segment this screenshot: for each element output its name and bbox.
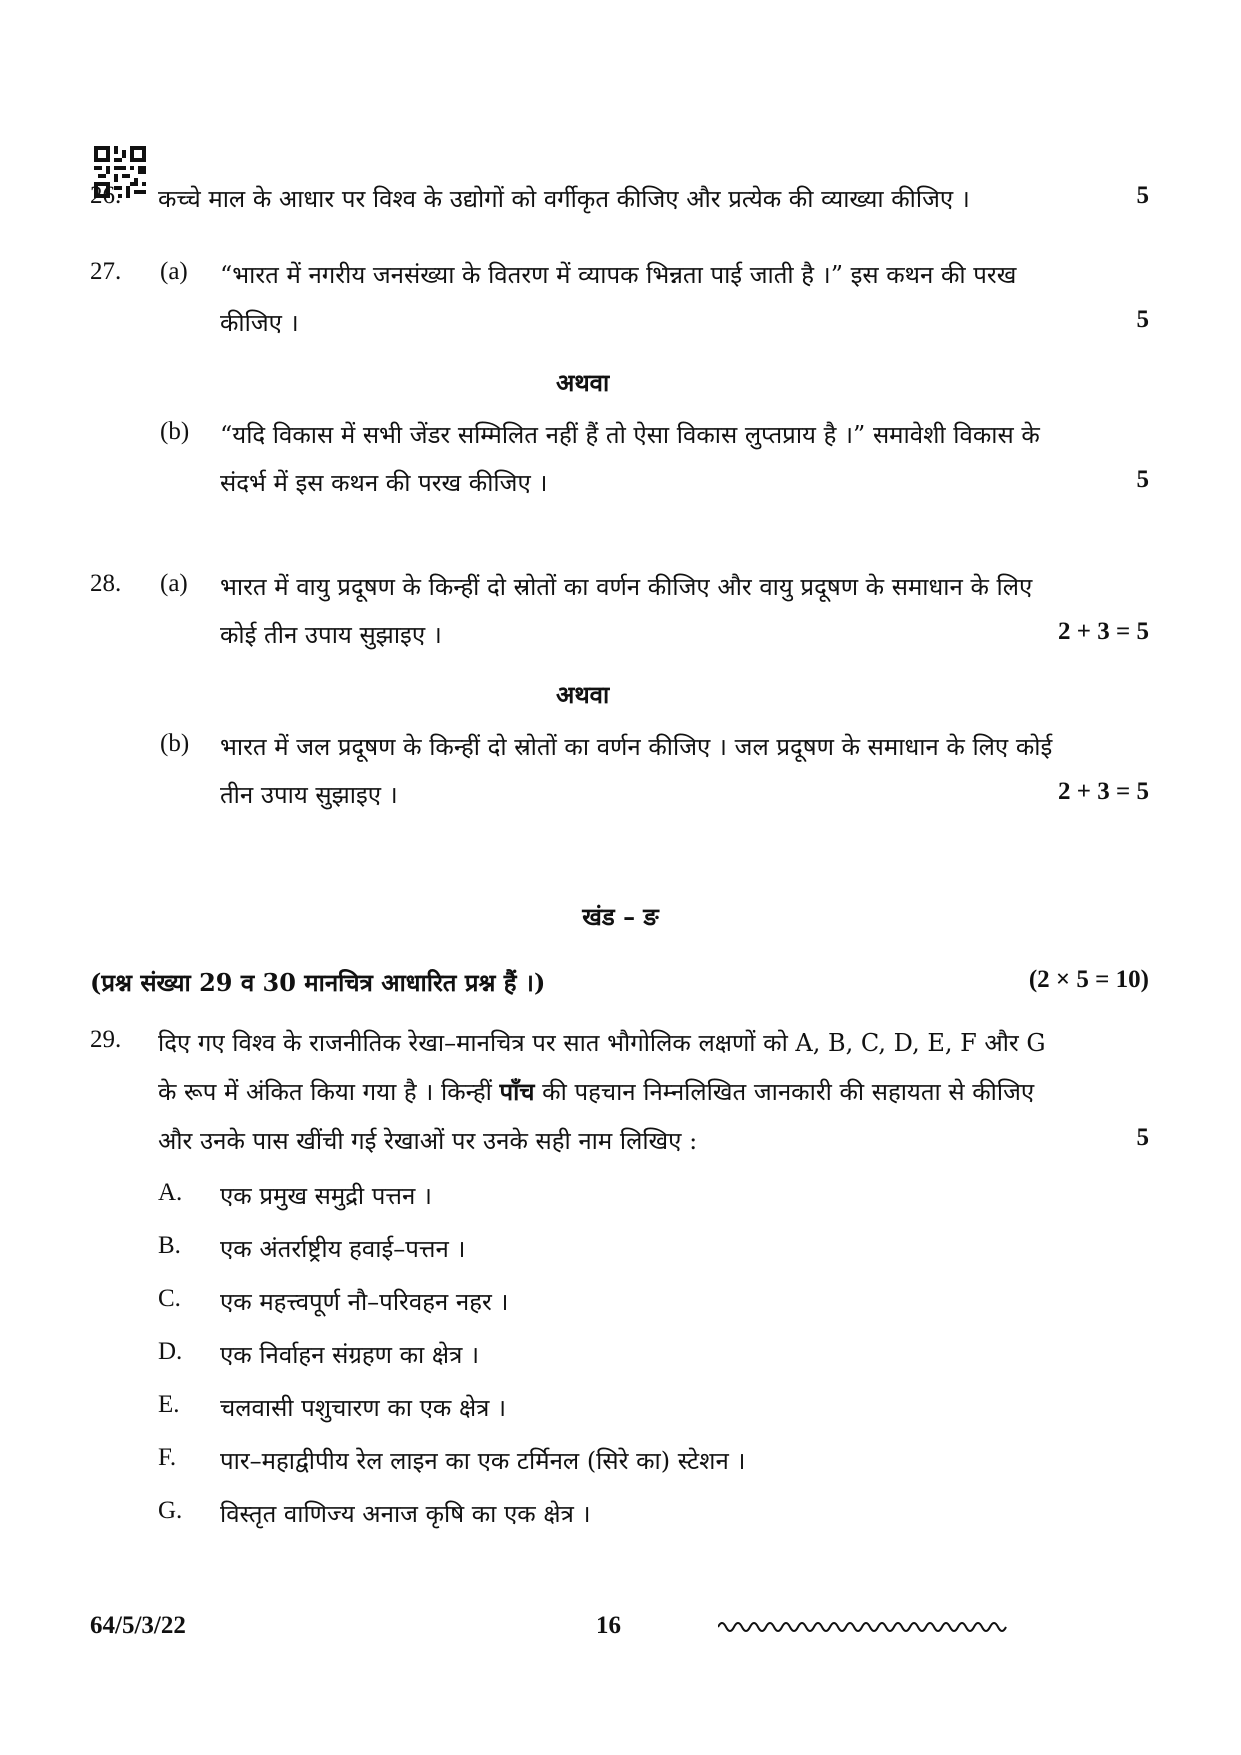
- q27-or: अथवा: [556, 368, 610, 397]
- q27a-marks: 5: [1136, 306, 1149, 333]
- q28b-line2: तीन उपाय सुझाइए ।: [220, 781, 398, 809]
- q29-item-label: D.: [158, 1338, 183, 1365]
- q27b-label: (b): [160, 418, 190, 445]
- q26-text: कच्चे माल के आधार पर विश्व के उद्योगों को वर्गीकृत कीजिए और प्रत्येक की व्याख्या कीजिए ।: [158, 185, 970, 213]
- q28a-line2: कोई तीन उपाय सुझाइए ।: [220, 621, 442, 649]
- q27a-line2: कीजिए ।: [220, 309, 299, 337]
- q27-number: 27.: [90, 258, 122, 285]
- q29-line2-post: की पहचान निम्नलिखित जानकारी की सहायता से कीजिए: [534, 1078, 1035, 1106]
- q28-or: अथवा: [556, 680, 610, 709]
- q29-item-label: B.: [158, 1232, 181, 1259]
- q26-number: 26.: [90, 182, 122, 209]
- q29-item-text: चलवासी पशुचारण का एक क्षेत्र ।: [220, 1394, 507, 1422]
- q29-line1: दिए गए विश्व के राजनीतिक रेखा–मानचित्र पर सात भौगोलिक लक्षणों को A, B, C, D, E, F और G: [158, 1029, 1046, 1057]
- q29-line2: [158, 1075, 1034, 1108]
- q28-number: 28.: [90, 570, 122, 597]
- q28b-label: (b): [160, 730, 190, 757]
- q29-item-label: E.: [158, 1391, 180, 1418]
- q27b-line2: संदर्भ में इस कथन की परख कीजिए ।: [220, 469, 548, 497]
- q29-line2-pre: के रूप में अंकित किया गया है । किन्हीं: [158, 1078, 500, 1106]
- q29-line3: और उनके पास खींची गई रेखाओं पर उनके सही नाम लिखिए :: [158, 1127, 698, 1155]
- section-title: खंड – ङ: [582, 902, 659, 931]
- q28a-label: (a): [160, 570, 188, 597]
- footer-code: 64/5/3/22: [90, 1612, 186, 1639]
- q28b-marks: 2 + 3 = 5: [1058, 778, 1149, 805]
- q27b-marks: 5: [1136, 466, 1149, 493]
- q29-item-label: C.: [158, 1285, 181, 1312]
- q29-item-label: A.: [158, 1179, 183, 1206]
- q29-item-text: पार–महाद्वीपीय रेल लाइन का एक टर्मिनल (सिरे का) स्टेशन ।: [220, 1447, 746, 1475]
- q29-item-text: एक अंतर्राष्ट्रीय हवाई–पत्तन ।: [220, 1235, 466, 1263]
- q28a-marks: 2 + 3 = 5: [1058, 618, 1149, 645]
- q26-marks: 5: [1136, 182, 1149, 209]
- q29-item-label: G.: [158, 1497, 183, 1524]
- q29-marks: 5: [1136, 1124, 1149, 1151]
- q29-item-text: एक प्रमुख समुद्री पत्तन ।: [220, 1182, 433, 1210]
- q27a-label: (a): [160, 258, 188, 285]
- q27a-line1: “भारत में नगरीय जनसंख्या के वितरण में व्यापक भिन्नता पाई जाती है ।” इस कथन की परख: [220, 261, 1017, 289]
- q28b-line1: भारत में जल प्रदूषण के किन्हीं दो स्रोतों का वर्णन कीजिए । जल प्रदूषण के समाधान के लिए कोई: [220, 733, 1053, 761]
- q29-item-text: विस्तृत वाणिज्य अनाज कृषि का एक क्षेत्र ।: [220, 1500, 591, 1528]
- q29-line2-bold: पाँच: [499, 1077, 535, 1106]
- q29-item-label: F.: [158, 1444, 177, 1471]
- q29-number: 29.: [90, 1026, 122, 1053]
- wavy-line-icon: [718, 1617, 1008, 1637]
- page-number: 16: [596, 1612, 621, 1639]
- q27b-line1: “यदि विकास में सभी जेंडर सम्मिलित नहीं हैं तो ऐसा विकास लुप्तप्राय है ।” समावेशी विकास के: [220, 421, 1040, 449]
- q29-item-text: एक महत्त्वपूर्ण नौ–परिवहन नहर ।: [220, 1288, 509, 1316]
- q29-item-text: एक निर्वाहन संग्रहण का क्षेत्र ।: [220, 1341, 480, 1369]
- section-marks: (2 × 5 = 10): [1028, 966, 1149, 993]
- section-note: (प्रश्न संख्या 29 व 30 मानचित्र आधारित प्रश्न हैं ।): [90, 968, 546, 997]
- q28a-line1: भारत में वायु प्रदूषण के किन्हीं दो स्रोतों का वर्णन कीजिए और वायु प्रदूषण के समाधान के लिए: [220, 573, 1033, 601]
